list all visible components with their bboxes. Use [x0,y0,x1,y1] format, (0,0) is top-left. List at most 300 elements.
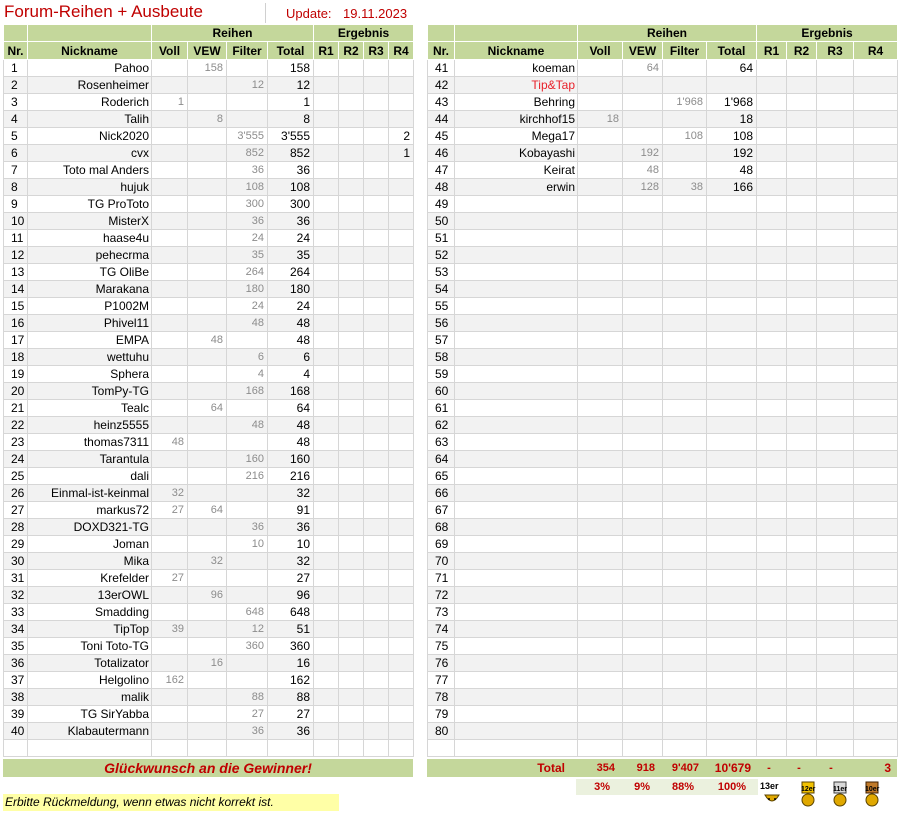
row-total: 360 [268,638,314,655]
row-voll [152,417,188,434]
row-r4 [389,247,414,264]
row-r4 [854,196,898,213]
row-r1 [757,60,787,77]
update-label: Update: [286,6,332,21]
row-total: 160 [268,451,314,468]
row-nr: 48 [428,179,455,196]
row-total [707,247,757,264]
row-r3 [364,349,389,366]
row-nickname: Phivel11 [28,315,152,332]
row-voll [152,111,188,128]
row-r1 [757,621,787,638]
row-r1 [314,281,339,298]
table-row [428,689,898,706]
row-r1 [314,196,339,213]
row-r4 [389,400,414,417]
row-r1 [757,94,787,111]
row-r2 [339,638,364,655]
row-total: 166 [707,179,757,196]
row-r4 [854,417,898,434]
row-vew [188,536,227,553]
row-nickname: heinz5555 [28,417,152,434]
table-row [428,672,898,689]
row-vew [623,196,663,213]
row-r2 [787,247,817,264]
row-nickname [455,451,578,468]
table-row [4,366,414,383]
row-filter [663,485,707,502]
row-vew [623,298,663,315]
row-filter: 3'555 [227,128,268,145]
row-voll [152,315,188,332]
row-nr: 72 [428,587,455,604]
row-r3 [364,638,389,655]
table-row [4,400,414,417]
row-voll [152,349,188,366]
row-voll [578,60,623,77]
row-r2 [787,621,817,638]
row-r2 [787,672,817,689]
row-r4 [389,672,414,689]
row-r4 [389,60,414,77]
row-r2 [787,604,817,621]
row-vew: 128 [623,179,663,196]
row-nickname [455,417,578,434]
row-filter: 6 [227,349,268,366]
row-total [707,315,757,332]
row-r1 [314,247,339,264]
row-r1 [314,723,339,740]
row-total [707,638,757,655]
row-r4: 2 [389,128,414,145]
col-header-r3: R3 [364,42,389,60]
row-r3 [364,179,389,196]
row-filter [227,553,268,570]
row-r1 [757,349,787,366]
row-nr: 19 [4,366,28,383]
row-r4 [854,672,898,689]
row-r1 [757,298,787,315]
row-r2 [339,196,364,213]
table-row [4,111,414,128]
row-r4 [389,366,414,383]
row-total: 10 [268,536,314,553]
row-r3 [817,502,854,519]
table-row-blank [4,740,414,757]
row-voll [578,264,623,281]
row-nickname: Rosenheimer [28,77,152,94]
row-voll: 162 [152,672,188,689]
row-vew [623,77,663,94]
row-nr: 28 [4,519,28,536]
table-row [428,145,898,162]
row-vew [188,570,227,587]
table-row [428,128,898,145]
row-nr: 64 [428,451,455,468]
row-r3 [817,519,854,536]
row-r1 [314,451,339,468]
table-body-left [4,60,414,757]
row-filter: 108 [227,179,268,196]
blank-cell [817,740,854,757]
row-filter: 48 [227,315,268,332]
row-filter: 852 [227,145,268,162]
table-row [4,179,414,196]
row-nickname: dali [28,468,152,485]
row-r2 [787,519,817,536]
row-total: 48 [707,162,757,179]
row-nr: 74 [428,621,455,638]
row-nickname: P1002M [28,298,152,315]
table-row [428,196,898,213]
row-r2 [339,502,364,519]
row-filter [227,655,268,672]
row-total [707,621,757,638]
row-nickname: MisterX [28,213,152,230]
row-nickname [455,502,578,519]
row-r3 [364,672,389,689]
row-vew [188,672,227,689]
row-r4 [389,570,414,587]
row-r3 [817,77,854,94]
row-nickname: TipTop [28,621,152,638]
row-nickname: Toni Toto-TG [28,638,152,655]
row-r3 [364,213,389,230]
row-r4 [389,451,414,468]
row-vew [623,281,663,298]
row-nickname [455,587,578,604]
row-vew [623,332,663,349]
row-total: 48 [268,434,314,451]
row-voll [152,162,188,179]
row-r4 [854,247,898,264]
row-voll [152,230,188,247]
row-filter [663,247,707,264]
row-r2 [787,196,817,213]
row-nr: 63 [428,434,455,451]
row-filter [227,60,268,77]
table-row [4,553,414,570]
blank-cell [339,740,364,757]
row-voll [578,366,623,383]
row-r4 [854,400,898,417]
table-row [428,570,898,587]
row-voll [152,604,188,621]
row-voll [152,366,188,383]
row-nr: 10 [4,213,28,230]
row-r4 [389,111,414,128]
col-header-r3: R3 [817,42,854,60]
row-r3 [817,434,854,451]
row-nickname: Marakana [28,281,152,298]
table-row [428,553,898,570]
row-voll [578,77,623,94]
row-nr: 52 [428,247,455,264]
row-filter: 4 [227,366,268,383]
row-r4 [854,179,898,196]
row-filter: 12 [227,621,268,638]
row-vew [188,621,227,638]
row-r1 [314,519,339,536]
row-filter [663,451,707,468]
row-r3 [817,332,854,349]
feedback-note: Erbitte Rückmeldung, wenn etwas nicht korrekt ist. [3,794,339,811]
row-r3 [817,349,854,366]
row-r1 [757,400,787,417]
row-r1 [314,417,339,434]
row-voll [578,417,623,434]
row-total: 36 [268,723,314,740]
table-row [428,298,898,315]
row-voll [152,332,188,349]
row-r4 [854,332,898,349]
row-nr: 3 [4,94,28,111]
row-vew [188,689,227,706]
row-filter [227,672,268,689]
row-vew [188,298,227,315]
row-r1 [757,502,787,519]
row-r1 [314,264,339,281]
table-row [4,145,414,162]
row-nickname: Behring [455,94,578,111]
row-vew [623,434,663,451]
row-vew [188,264,227,281]
row-total: 36 [268,162,314,179]
row-r1 [314,77,339,94]
row-r3 [817,196,854,213]
header-blank [455,25,578,42]
row-total: 216 [268,468,314,485]
row-nr: 55 [428,298,455,315]
row-vew [188,519,227,536]
row-nickname: Krefelder [28,570,152,587]
row-filter: 88 [227,689,268,706]
row-r4 [389,264,414,281]
row-nickname [455,468,578,485]
row-nickname: TomPy-TG [28,383,152,400]
table-row [4,689,414,706]
row-r2 [787,366,817,383]
table-row [428,383,898,400]
row-vew [623,689,663,706]
row-r4 [389,94,414,111]
table-row [428,638,898,655]
row-voll: 32 [152,485,188,502]
row-r1 [757,587,787,604]
col-header-voll: Voll [578,42,623,60]
row-voll: 27 [152,502,188,519]
congrats-banner: Glückwunsch an die Gewinner! [3,759,413,777]
row-r2 [787,298,817,315]
row-nickname [455,366,578,383]
col-header-r1: R1 [757,42,787,60]
row-vew [623,604,663,621]
row-r4 [854,706,898,723]
table-row [4,519,414,536]
row-vew: 96 [188,587,227,604]
table-row [428,332,898,349]
row-nr: 32 [4,587,28,604]
row-nr: 26 [4,485,28,502]
table-row [4,60,414,77]
row-total: 108 [707,128,757,145]
row-voll [152,145,188,162]
row-r1 [314,553,339,570]
row-r3 [817,570,854,587]
row-r2 [339,519,364,536]
row-r2 [787,638,817,655]
row-voll [578,332,623,349]
col-header-r2: R2 [339,42,364,60]
row-vew: 192 [623,145,663,162]
row-voll [152,587,188,604]
row-nickname [455,604,578,621]
row-r3 [817,672,854,689]
row-nickname: 13erOWL [28,587,152,604]
col-header-total: Total [707,42,757,60]
row-nr: 75 [428,638,455,655]
row-r4 [389,298,414,315]
row-filter: 36 [227,519,268,536]
row-nr: 68 [428,519,455,536]
row-voll [578,383,623,400]
table-row [428,536,898,553]
row-voll [578,247,623,264]
row-r3 [817,247,854,264]
total-total: 10'679 [714,761,751,775]
row-voll [578,451,623,468]
row-r3 [817,706,854,723]
row-r1 [314,604,339,621]
row-total: 24 [268,298,314,315]
row-nr: 9 [4,196,28,213]
pct-total: 100% [717,781,746,793]
row-total [707,332,757,349]
row-nr: 62 [428,417,455,434]
row-nickname: TG ProToto [28,196,152,213]
row-r2 [339,281,364,298]
row-r2 [339,332,364,349]
row-nr: 23 [4,434,28,451]
row-nickname [455,485,578,502]
table-row [428,230,898,247]
table-row [428,213,898,230]
row-filter [663,570,707,587]
row-vew [188,315,227,332]
row-total: 88 [268,689,314,706]
pct-vew: 9% [634,781,650,793]
row-nr: 59 [428,366,455,383]
row-r3 [817,451,854,468]
row-nr: 14 [4,281,28,298]
row-r3 [364,553,389,570]
percentage-bar [576,779,758,795]
header-blank [28,25,152,42]
row-r4 [389,689,414,706]
row-total [707,196,757,213]
row-filter [227,485,268,502]
row-total: 108 [268,179,314,196]
row-r1 [757,162,787,179]
row-r3 [364,723,389,740]
row-r2 [339,570,364,587]
row-vew [623,213,663,230]
row-r4 [389,468,414,485]
table-row [428,502,898,519]
row-voll [578,468,623,485]
row-r2 [339,349,364,366]
row-r4 [389,485,414,502]
row-voll [152,298,188,315]
row-r1 [757,315,787,332]
row-nickname [455,434,578,451]
row-voll [578,638,623,655]
row-nickname: malik [28,689,152,706]
row-filter [663,621,707,638]
row-vew [623,468,663,485]
row-total: 180 [268,281,314,298]
row-r3 [817,298,854,315]
total-vew: 918 [636,762,655,774]
table-row [4,468,414,485]
table-row [428,519,898,536]
row-r3 [364,519,389,536]
row-filter: 24 [227,298,268,315]
row-r3 [364,604,389,621]
row-filter [663,213,707,230]
row-vew [188,434,227,451]
row-total [707,519,757,536]
row-total: 16 [268,655,314,672]
row-vew [188,196,227,213]
row-vew: 48 [623,162,663,179]
row-voll [152,128,188,145]
row-r3 [364,570,389,587]
row-filter: 300 [227,196,268,213]
row-nickname: Mika [28,553,152,570]
row-nickname [455,264,578,281]
row-r4 [854,383,898,400]
row-nickname: Nick2020 [28,128,152,145]
row-nr: 50 [428,213,455,230]
row-r2 [787,468,817,485]
col-header-r4: R4 [854,42,898,60]
row-voll: 27 [152,570,188,587]
row-nr: 42 [428,77,455,94]
row-r4 [854,434,898,451]
row-r4 [854,519,898,536]
col-header-nickname: Nickname [455,42,578,60]
row-nr: 65 [428,468,455,485]
row-filter [663,145,707,162]
row-r1 [314,655,339,672]
row-r2 [787,485,817,502]
table-row [428,264,898,281]
row-r3 [364,298,389,315]
row-voll: 18 [578,111,623,128]
row-r2 [339,400,364,417]
row-filter: 160 [227,451,268,468]
row-nickname [455,315,578,332]
row-total: 51 [268,621,314,638]
row-r4 [854,570,898,587]
row-nr: 6 [4,145,28,162]
row-vew: 16 [188,655,227,672]
row-r2 [339,179,364,196]
row-r4 [854,230,898,247]
row-voll [152,247,188,264]
row-total [707,366,757,383]
